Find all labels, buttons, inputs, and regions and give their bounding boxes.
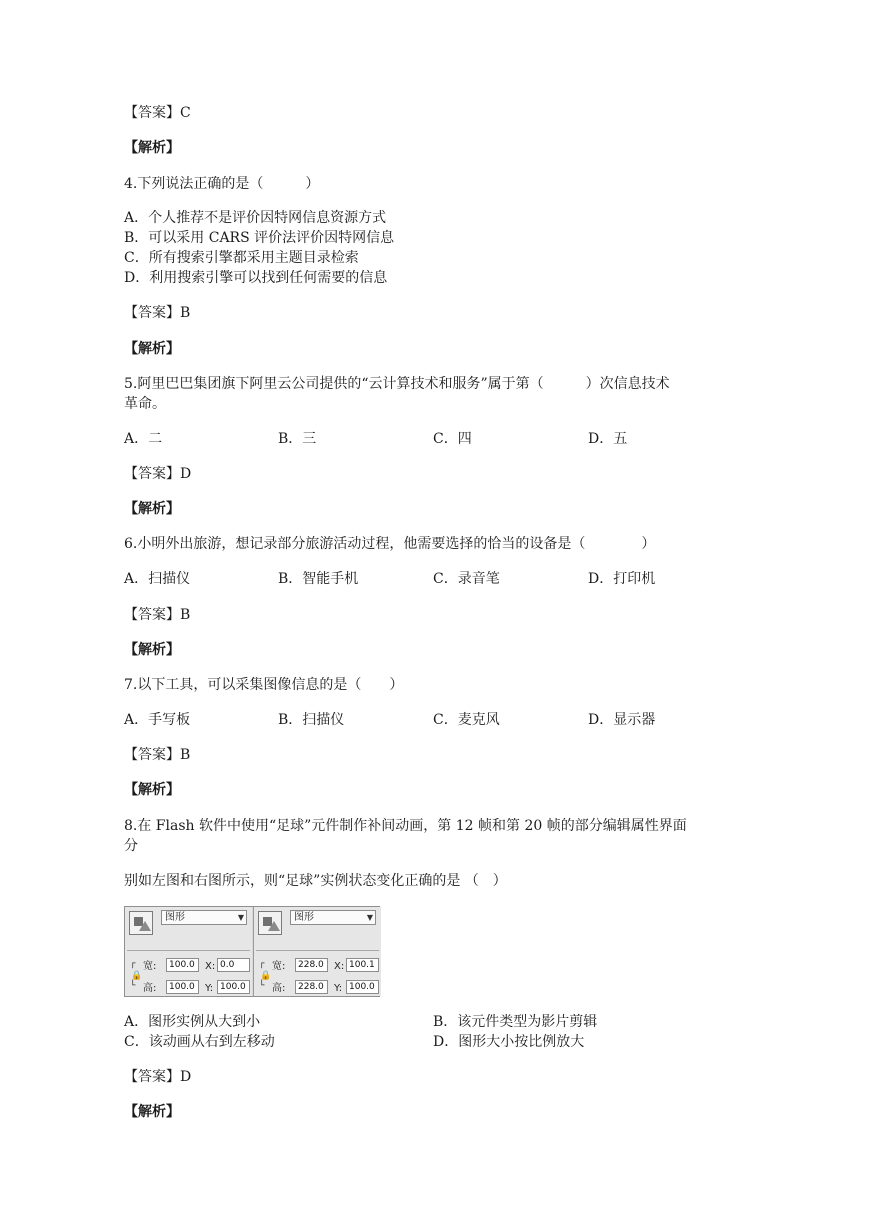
height-field: 228.0: [295, 980, 328, 994]
x-label: X:: [334, 961, 345, 972]
lock-icon: 🔒: [260, 971, 272, 981]
q7-stem: 7.以下工具，可以采集图像信息的是（ ）: [124, 677, 404, 693]
height-label: 高:: [272, 983, 286, 994]
q5-stem-line1: 5.阿里巴巴集团旗下阿里云公司提供的“云计算技术和服务”属于第（ ）次信息技术: [124, 376, 670, 392]
width-field: 100.0: [166, 958, 199, 972]
figure-right-panel: [253, 907, 381, 996]
y-label: Y:: [334, 983, 343, 994]
width-field: 228.0: [295, 958, 328, 972]
q6-answer: 【答案】B: [124, 607, 191, 623]
symbol-graphic-icon: [129, 911, 153, 935]
y-field: 100.0: [346, 980, 379, 994]
q5-option-d: D．五: [588, 431, 628, 447]
q5-answer: 【答案】D: [124, 466, 192, 482]
q5-stem-line2: 革命。: [124, 396, 166, 412]
q4-answer: 【答案】B: [124, 305, 191, 321]
y-field: 100.0: [217, 980, 250, 994]
x-field: 0.0: [217, 958, 250, 972]
q4-option-b: B．可以采用 CARS 评价法评价因特网信息: [124, 230, 395, 246]
q8-analysis: 【解析】: [124, 1104, 180, 1120]
bracket-top: ┌: [130, 959, 136, 969]
q8-option-d: D．图形大小按比例放大: [433, 1034, 585, 1050]
q8-stem-line3: 别如左图和右图所示，则“足球”实例状态变化正确的是 （ ）: [124, 873, 507, 889]
q6-stem: 6.小明外出旅游，想记录部分旅游活动过程，他需要选择的恰当的设备是（ ）: [124, 536, 656, 552]
height-field: 100.0: [166, 980, 199, 994]
q8-answer: 【答案】D: [124, 1069, 192, 1085]
q7-answer: 【答案】B: [124, 747, 191, 763]
symbol-graphic-icon: [258, 911, 282, 935]
height-label: 高:: [143, 983, 157, 994]
symbol-type-select: 图形 ▼: [290, 910, 376, 925]
q4-option-d: D．利用搜索引擎可以找到任何需要的信息: [124, 270, 388, 286]
q7-option-b: B．扫描仪: [278, 712, 345, 728]
bracket-bottom: └: [130, 981, 136, 991]
q4-stem: 4.下列说法正确的是（ ）: [124, 176, 320, 192]
q7-analysis: 【解析】: [124, 782, 180, 798]
bracket-bottom: └: [259, 981, 265, 991]
q7-option-d: D．显示器: [588, 712, 656, 728]
q8-stem-line2: 分: [124, 838, 138, 854]
q4-analysis: 【解析】: [124, 341, 180, 357]
x-field: 100.1: [346, 958, 379, 972]
q8-option-c: C．该动画从右到左移动: [124, 1034, 275, 1050]
x-label: X:: [205, 961, 216, 972]
bracket-top: ┌: [259, 959, 265, 969]
q8-option-b: B．该元件类型为影片剪辑: [433, 1014, 598, 1030]
q5-option-b: B．三: [278, 431, 317, 447]
q7-option-a: A．手写板: [124, 712, 191, 728]
q6-option-c: C．录音笔: [433, 571, 500, 587]
width-label: 宽:: [143, 961, 157, 972]
q8-stem-line1: 8.在 Flash 软件中使用“足球”元件制作补间动画，第 12 帧和第 20 帧的部分编辑属性界面: [124, 818, 687, 834]
q4-option-a: A．个人推荐不是评价因特网信息资源方式: [124, 210, 387, 226]
q7-option-c: C．麦克风: [433, 712, 500, 728]
q5-option-a: A．二: [124, 431, 163, 447]
flash-properties-figure: [124, 906, 380, 997]
q6-option-d: D．打印机: [588, 571, 656, 587]
q6-option-b: B．智能手机: [278, 571, 359, 587]
q4-option-c: C．所有搜索引擎都采用主题目录检索: [124, 250, 359, 266]
width-label: 宽:: [272, 961, 286, 972]
q3-answer: 【答案】C: [124, 105, 191, 121]
symbol-type-select: 图形 ▼: [161, 910, 247, 925]
q3-analysis: 【解析】: [124, 140, 180, 156]
q8-option-a: A．图形实例从大到小: [124, 1014, 261, 1030]
figure-left-panel: [125, 907, 252, 996]
q6-option-a: A．扫描仪: [124, 571, 191, 587]
lock-icon: 🔒: [131, 971, 143, 981]
q5-analysis: 【解析】: [124, 501, 180, 517]
y-label: Y:: [205, 983, 214, 994]
q5-option-c: C．四: [433, 431, 472, 447]
q6-analysis: 【解析】: [124, 642, 180, 658]
